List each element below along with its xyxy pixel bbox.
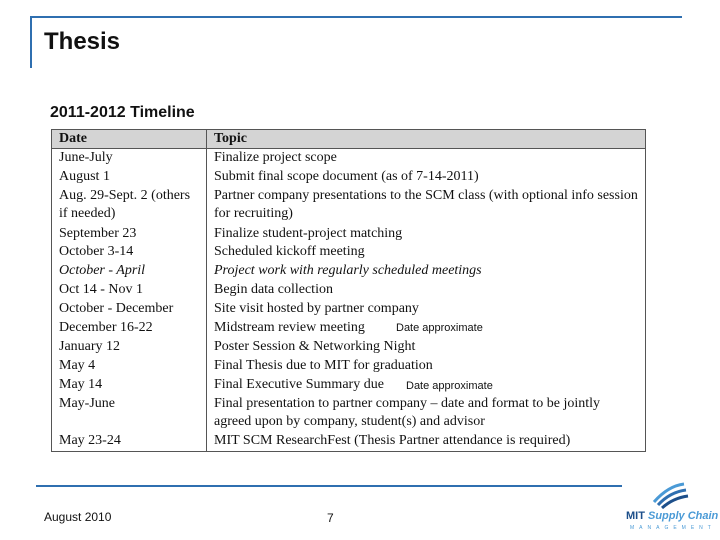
row-date: October - December <box>52 300 207 319</box>
row-date: May 14 <box>52 376 207 395</box>
row-topic-with-note <box>207 319 646 338</box>
table-row <box>52 281 646 300</box>
table-row <box>52 376 646 395</box>
row-date: January 12 <box>52 338 207 357</box>
table-row <box>52 395 646 433</box>
logo-subtext: MANAGEMENT <box>630 525 716 531</box>
column-header-date: Date <box>52 130 207 149</box>
table-row <box>52 243 646 262</box>
date-approximate-note: Date approximate <box>406 379 493 392</box>
slide-title: Thesis <box>44 28 121 55</box>
row-topic: Site visit hosted by partner company <box>207 300 646 319</box>
table-row <box>52 187 646 225</box>
row-date: Aug. 29-Sept. 2 (others if needed) <box>52 187 207 225</box>
table-row <box>52 357 646 376</box>
row-date: May-June <box>52 395 207 433</box>
timeline-table <box>51 129 646 452</box>
row-topic: Midstream review meeting <box>214 320 365 336</box>
row-topic: Submit final scope document (as of 7-14-2011) <box>207 168 646 187</box>
table-row <box>52 262 646 281</box>
row-date: September 23 <box>52 225 207 244</box>
footer-divider <box>36 485 622 487</box>
row-topic: Final Thesis due to MIT for graduation <box>207 357 646 376</box>
table-row <box>52 149 646 168</box>
row-topic: Scheduled kickoff meeting <box>207 243 646 262</box>
row-date: August 1 <box>52 168 207 187</box>
row-topic: Project work with regularly scheduled meetings <box>207 262 646 281</box>
table-row <box>52 300 646 319</box>
title-frame-top-line <box>30 16 682 18</box>
table-row <box>52 319 646 338</box>
wave-logo-icon <box>618 478 718 510</box>
table-row <box>52 338 646 357</box>
table-row <box>52 225 646 244</box>
row-date: December 16-22 <box>52 319 207 338</box>
row-date: May 23-24 <box>52 432 207 451</box>
row-date: May 4 <box>52 357 207 376</box>
row-topic: Final presentation to partner company – date and format to be jointly agreed upon by company, student(s) and advisor <box>207 395 646 433</box>
row-topic: Poster Session & Networking Night <box>207 338 646 357</box>
row-topic: MIT SCM ResearchFest (Thesis Partner attendance is required) <box>207 432 646 451</box>
footer-date: August 2010 <box>44 510 112 524</box>
column-header-topic: Topic <box>207 130 646 149</box>
row-topic: Begin data collection <box>207 281 646 300</box>
row-topic: Partner company presentations to the SCM class (with optional info session for recruiting) <box>207 187 646 225</box>
logo-wordmark: MIT Supply Chain <box>626 510 719 522</box>
title-frame-left-line <box>30 16 32 68</box>
table-row <box>52 432 646 451</box>
row-topic: Finalize project scope <box>207 149 646 168</box>
row-date: Oct 14 - Nov 1 <box>52 281 207 300</box>
row-topic: Finalize student-project matching <box>207 225 646 244</box>
page-number: 7 <box>327 511 334 525</box>
row-topic-with-note <box>207 376 646 395</box>
row-date: October - April <box>52 262 207 281</box>
table-row <box>52 168 646 187</box>
mit-supply-chain-logo <box>618 478 718 538</box>
timeline-heading: 2011-2012 Timeline <box>50 104 195 121</box>
table-header-row <box>52 130 646 149</box>
row-topic: Final Executive Summary due <box>214 376 384 392</box>
row-date: June-July <box>52 149 207 168</box>
date-approximate-note: Date approximate <box>396 322 483 335</box>
row-date: October 3-14 <box>52 243 207 262</box>
